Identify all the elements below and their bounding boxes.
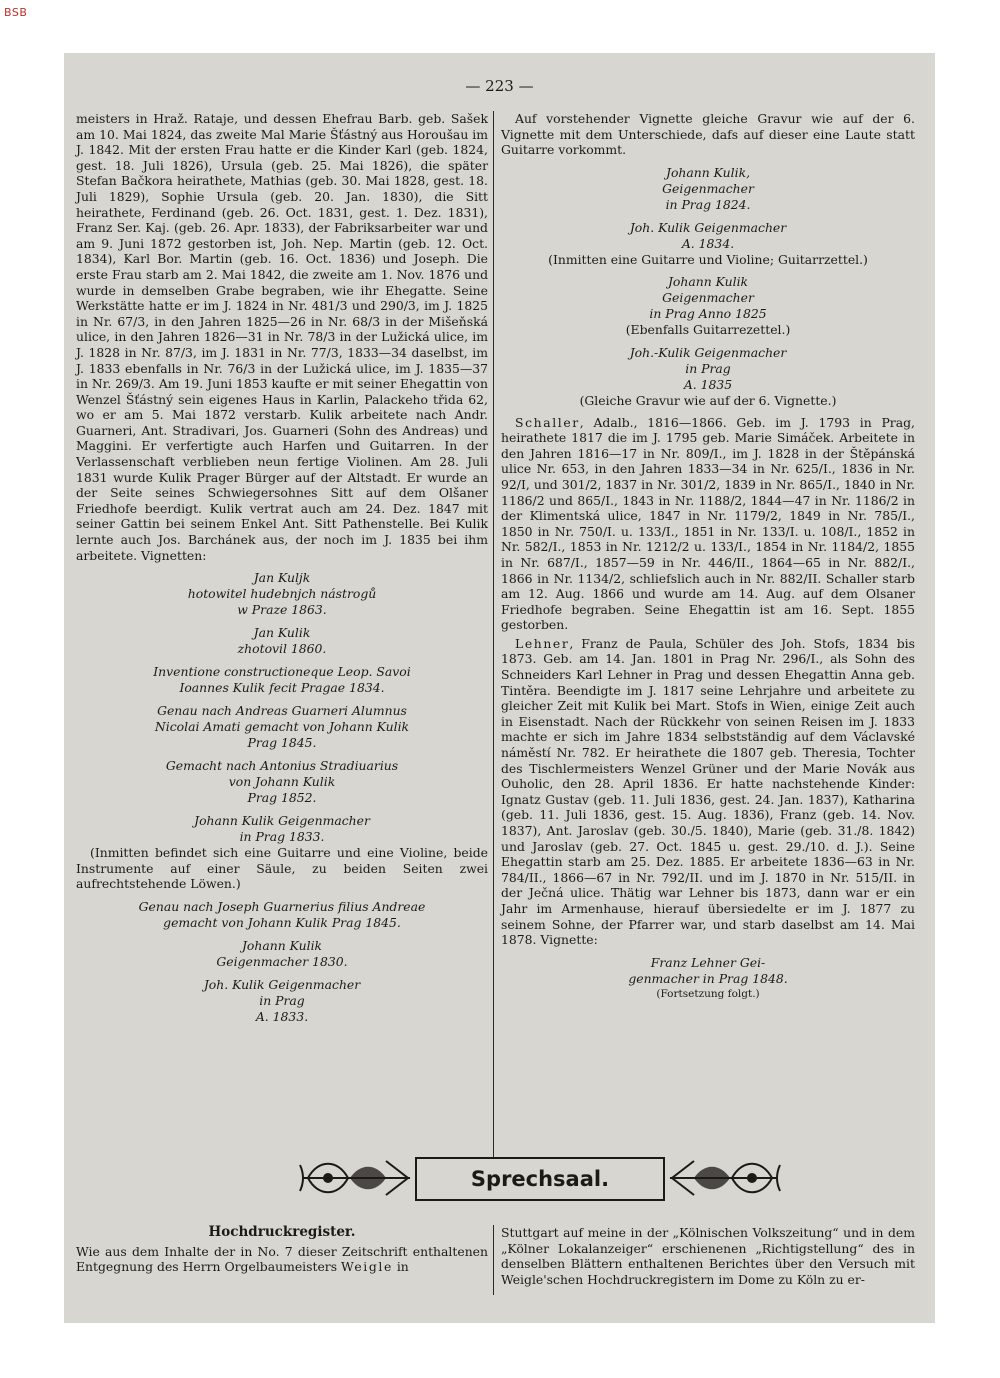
schaller-name: Schaller	[515, 414, 580, 430]
vignette-e	[501, 955, 915, 987]
hochdruckregister-article	[76, 1225, 488, 1275]
continuation-text: Stuttgart auf meine in der „Kölnischen Volkszeitung“ und in dem „Kölner Lokalanzeiger“ erschienenen „Richtigstellung“ des in denselben Blättern enthaltenen Berichtes über den Versuch mit Weigle'schen Hochdruckregistern im Dome zu Köln zu er-	[501, 1225, 915, 1287]
vignette-line: w Praze 1863.	[237, 602, 327, 618]
vignette-line: in Prag 1833.	[239, 829, 325, 845]
vignette-d-note: (Gleiche Gravur wie auf der 6. Vignette.)	[579, 392, 837, 408]
vignette-line: Joh. Kulik Geigenmacher	[203, 977, 361, 992]
library-mark: BSB	[4, 6, 28, 19]
vignette-c	[501, 274, 915, 322]
vignette-line: Johann Kulik	[667, 274, 749, 290]
vignette-b	[501, 220, 915, 252]
vignette-6-note: (Inmitten befindet sich eine Guitarre und eine Violine, beide Instrumente auf einer Säule, zu beiden Seiten zwei aufrechtstehende Löwen.)	[76, 845, 488, 892]
lehner-name: Lehner	[515, 635, 570, 651]
article-continuation	[501, 1225, 915, 1287]
vignette-line: in Prag	[685, 360, 731, 376]
vignette-b-note: (Inmitten eine Guitarre und Violine; Guitarrzettel.)	[548, 251, 868, 267]
sprechsaal-banner	[298, 1151, 782, 1205]
column-divider	[493, 111, 494, 1196]
column-divider-bottom	[493, 1225, 494, 1295]
vignette-line: Genau nach Joseph Guarnerius filius Andreae	[138, 899, 426, 914]
vignette-line: in Prag	[259, 993, 305, 1008]
vignette-intro: Auf vorstehender Vignette gleiche Gravur wie auf der 6. Vignette mit dem Unterschiede, dafs auf dieser eine Laute statt Guitarre vorkommt.	[501, 111, 915, 158]
article-text	[76, 1244, 488, 1275]
vignette-9	[76, 977, 488, 1025]
vignette-1	[76, 570, 488, 618]
vignette-3	[76, 664, 488, 696]
lehner-text: , Franz de Paula, Schüler des Joh. Stofs, 1834 bis 1873. Geb. am 14. Jan. 1801 in Prag Nr. 296/I., als Sohn des Schneiders Karl Lehner in Prag und dessen Ehegattin Anna geb. Tintěra. Beendigte im J. 1817 seine Lehrjahre und arbeitete zu gleicher Zeit mit Kulik bei Mart. Stofs in Wien, einige Zeit auch in Eisenstadt. Nach der Rückkehr von seinen Reisen im J. 1833 machte er sich im Jahre 1834 selbstständig auf dem Václavské náměstí Nr. 782. Er heirathete die 1807 geb. Theresia, Tochter des Tischlermeisters Wenzel Grüner und der Marie Novák aus Ouholic, den 28. April 1836. Er hatte nachstehende Kinder: Ignatz Gustav (geb. 11. Juli 1836, gest. 24. Jan. 1837), Katharina (geb. 11. Juli 1836, gest. 15. Aug. 1836), Franz (geb. 14. Nov. 1837), Ant. Jaroslav (geb. 30./5. 1840), Marie (geb. 31./8. 1842) und Jaroslav (geb. 27. Oct. 1845 u. gest. 29./10. d. J.). Seine Ehegattin starb am 25. Dez. 1885. Er arbeitete 1836—63 in Nr. 784/II., 1866—67 in Nr. 792/II. und im J. 1870 in Nr. 515/II. in der Ječná ulice. Thätig war Lehner bis 1873, dann war er ein Jahr im Armenhause, hierauf übersiedelte er im J. 1877 zu seinem Sohne, der Pfarrer war, und starb daselbst am 14. Mai 1878. Vignette:	[501, 635, 915, 948]
vignette-line: genmacher in Prag 1848.	[628, 970, 788, 986]
article-heading: Hochdruckregister.	[208, 1224, 356, 1240]
vignette-2	[76, 625, 488, 657]
vignette-7	[76, 899, 488, 931]
vignette-line: Genau nach Andreas Guarneri Alumnus	[157, 703, 407, 719]
vignette-line: Ioannes Kulik fecit Pragae 1834.	[179, 680, 385, 696]
page-number: — 223 —	[465, 77, 534, 95]
vignette-4	[76, 703, 488, 751]
left-ornament-icon	[298, 1151, 410, 1205]
vignette-line: Prag 1852.	[247, 790, 317, 806]
vignette-5	[76, 758, 488, 806]
vignette-line: Geigenmacher	[662, 290, 754, 306]
scanned-page	[64, 53, 935, 1323]
vignette-line: Jan Kuljk	[253, 570, 311, 586]
vignette-c-note: (Ebenfalls Guitarrezettel.)	[625, 322, 791, 338]
vignette-a	[501, 165, 915, 213]
vignette-line: in Prag Anno 1825	[649, 306, 767, 322]
kulik-biography-paragraph: meisters in Hraž. Rataje, und dessen Ehefrau Barb. geb. Sašek am 10. Mai 1824, das zweite Mal Marie Šťástný aus Horoušau im J. 1842. Mit der ersten Frau hatte er die Kinder Karl (geb. 1824, gest. 18. Juli 1826), Ursula (geb. 25. Mai 1826), die später Stefan Bačkora heirathete, Mathias (geb. 30. Mai 1828, gest. 18. Juli 1829), Sophie Ursula (geb. 20. Jan. 1830), die Sitt heirathete, Ferdinand (geb. 26. Oct. 1831, gest. 1. Dez. 1831), Franz Ser. Kaj. (geb. 26. Apr. 1833), der Fabriksarbeiter war und am 9. Juni 1872 gestorben ist, Joh. Nep. Martin (geb. 12. Oct. 1834), Karl Bor. Martin (geb. 16. Oct. 1836) und Joseph. Die erste Frau starb am 2. Mai 1842, die zweite am 1. Nov. 1876 und wurde in demselben Grabe begraben, wie ihr Ehegatte. Seine Werkstätte hatte er im J. 1824 in Nr. 481/3 und 290/3, im J. 1825 in Nr. 67/3, in den Jahren 1825—26 in Nr. 68/3 in der Mišeňská ulice, in den Jahren 1826—31 in Nr. 78/3 in der Lužická ulice, im J. 1828 in Nr. 87/3, im J. 1831 in Nr. 77/3, 1833—34 daselbst, im J. 1833 ebenfalls in Nr. 76/3 in der Lužická ulice, im J. 1835—37 in Nr. 269/3. Am 19. Juni 1853 kaufte er mit seiner Ehegattin von Wenzel Šťástný sein eigenes Haus in Karlin, Palackeho třida 62, wo er am 5. Mai 1872 verstarb. Kulik arbeitete nach Andr. Guarneri, Ant. Stradivari, Jos. Guarneri (Sohn des Andreas) und Maggini. Er verfertigte auch Harfen und Guitarren. In der Verlassenschaft verblieben neun fertige Violinen. Am 28. Juli 1831 wurde Kulik Prager Bürger auf der Altstadt. Er wurde an der Seite seines Schwiegersohnes Sitt auf dem Olšaner Friedhofe beerdigt. Kulik vertrat auch am 24. Dez. 1847 mit seiner Gattin bei seinem Enkel Ant. Sitt Pathenstelle. Bei Kulik lernte auch Jos. Barchánek aus, der noch im J. 1835 bei ihm arbeitete. Vignetten:	[76, 111, 488, 563]
vignette-6	[76, 813, 488, 845]
article-text-start: Wie aus dem Inhalte der in No. 7 dieser Zeitschrift enthaltenen Entgegnung des Herrn Orgelbaumeisters	[76, 1243, 488, 1275]
left-column	[76, 111, 488, 1025]
vignette-line: Geigenmacher 1830.	[216, 954, 348, 969]
vignette-line: Inventione constructioneque Leop. Savoi	[153, 664, 411, 680]
vignette-line: Johann Kulik Geigenmacher	[194, 813, 370, 829]
vignette-line: gemacht von Johann Kulik Prag 1845.	[163, 915, 401, 930]
vignette-line: A. 1833.	[255, 1009, 309, 1024]
vignette-line: Gemacht nach Antonius Stradiuarius	[165, 758, 399, 774]
vignette-line: Joh. Kulik Geigenmacher	[629, 219, 787, 235]
vignette-line: zhotovil 1860.	[237, 641, 327, 657]
vignette-line: Jan Kulik	[253, 625, 311, 641]
vignette-line: Franz Lehner Gei-	[650, 954, 766, 970]
section-title: Sprechsaal.	[415, 1157, 665, 1201]
vignette-line: Johann Kulik,	[665, 164, 751, 180]
vignette-line: Johann Kulik	[241, 938, 323, 953]
vignette-8	[76, 938, 488, 970]
vignette-line: Nicolai Amati gemacht von Johann Kulik	[154, 719, 410, 735]
vignette-line: hotowitel hudebnjch nástrogů	[187, 586, 377, 602]
weigle-name: Weigle	[341, 1259, 393, 1275]
vignette-line: Prag 1845.	[247, 735, 317, 751]
vignette-line: A. 1835	[683, 376, 733, 392]
right-ornament-icon	[670, 1151, 782, 1205]
continued-note: (Fortsetzung folgt.)	[656, 987, 760, 1000]
schaller-paragraph	[501, 415, 915, 633]
right-column	[501, 111, 915, 1002]
article-text-end: in	[392, 1259, 409, 1275]
vignette-line: Joh.-Kulik Geigenmacher	[629, 344, 787, 360]
vignette-line: von Johann Kulik	[228, 774, 336, 790]
vignette-line: Geigenmacher	[662, 180, 754, 196]
vignette-line: in Prag 1824.	[665, 196, 751, 212]
vignette-line: A. 1834.	[681, 235, 735, 251]
schaller-text: , Adalb., 1816—1866. Geb. im J. 1793 in Prag, heirathete 1817 die im J. 1795 geb. Marie Simáček. Arbeitete in den Jahren 1816—17 in Nr. 809/I., im J. 1828 in der Štěpánská ulice Nr. 653, in den Jahren 1833—34 in Nr. 625/I., 1836 in Nr. 92/I, und 301/2, 1837 in Nr. 301/2, 1839 in Nr. 865/I., 1840 in Nr. 1186/2 und 865/I., 1843 in Nr. 1188/2, 1844—47 in Nr. 1186/2 in der Klimentská ulice, 1847 in Nr. 1179/2, 1849 in Nr. 785/I., 1850 in Nr. 750/I. u. 133/I., 1851 in Nr. 133/I. u. 108/I., 1852 in Nr. 582/I., 1853 in Nr. 1212/2 u. 133/I., 1854 in Nr. 1184/2, 1855 in Nr. 687/I., 1857—59 in Nr. 446/II., 1864—65 in Nr. 882/I., 1866 in Nr. 1134/2, schliefslich auch in Nr. 882/II. Schaller starb am 12. Aug. 1866 und wurde am 14. Aug. auf dem Olsaner Friedhofe begraben. Seine Ehegattin ist am 16. Sept. 1855 gestorben.	[501, 414, 915, 633]
vignette-d	[501, 345, 915, 393]
lehner-paragraph	[501, 636, 915, 948]
